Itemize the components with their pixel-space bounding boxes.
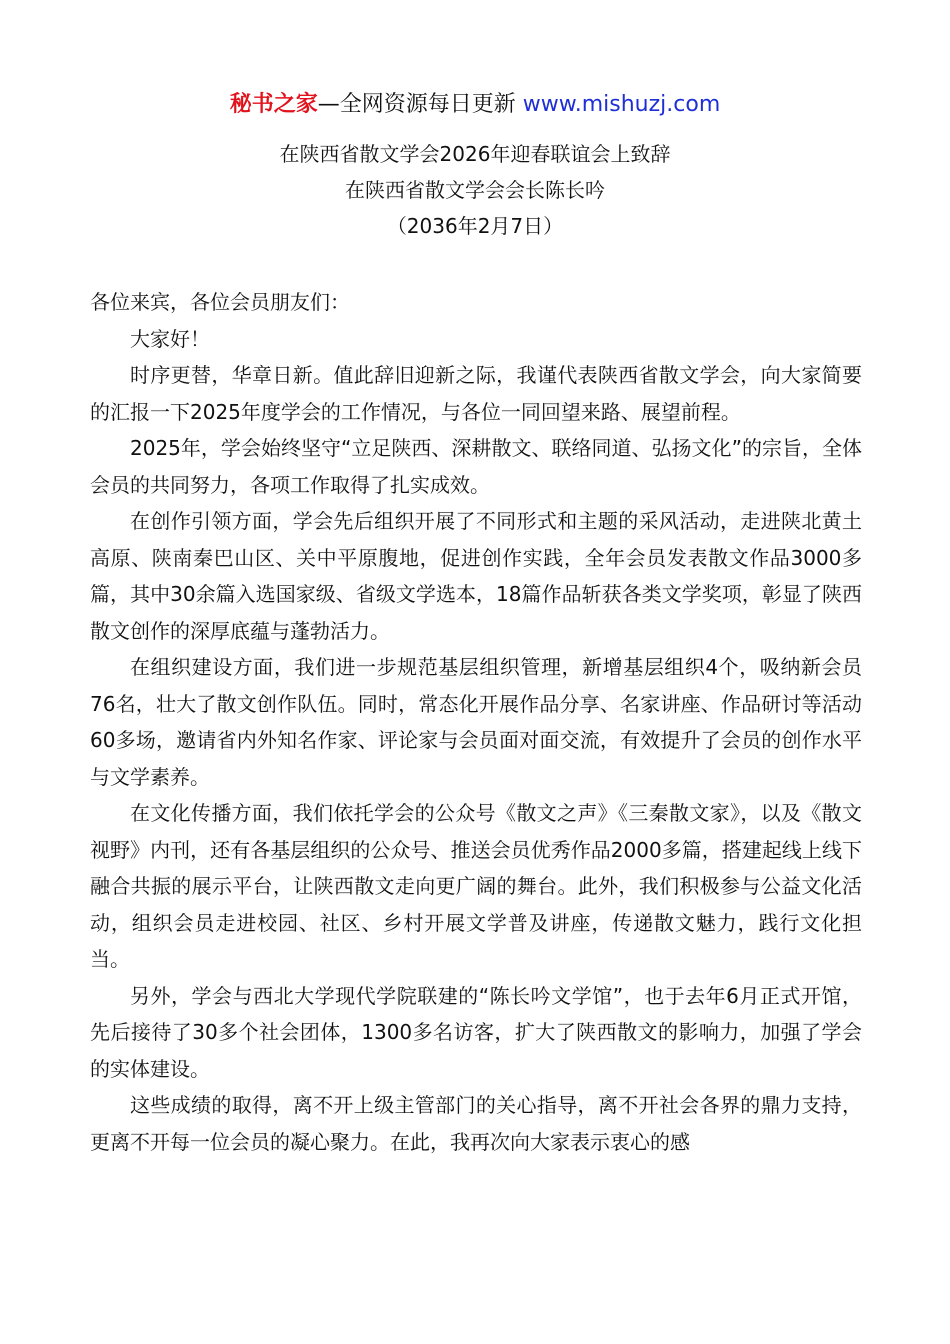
- paragraph-creation: 在创作引领方面，学会先后组织开展了不同形式和主题的采风活动，走进陕北黄土高原、陕南秦巴山区、关中平原腹地，促进创作实践，全年会员发表散文作品3000多篇，其中30余篇入选国家级、省级文学选本，18篇作品斩获各类文学奖项，彰显了陕西散文创作的深厚底蕴与蓬勃活力。: [90, 509, 862, 643]
- paragraph-intro: 时序更替，华章日新。值此辞旧迎新之际，我谨代表陕西省散文学会，向大家简要的汇报一下2025年度学会的工作情况，与各位一同回望来路、展望前程。: [90, 363, 862, 424]
- document-author: 在陕西省散文学会会长陈长吟: [345, 178, 605, 202]
- site-banner: [0, 88, 950, 122]
- document-title-block: [0, 136, 950, 244]
- brand-name: 秘书之家: [229, 92, 318, 117]
- paragraph-communication: 在文化传播方面，我们依托学会的公众号《散文之声》《三秦散文家》，以及《散文视野》内刊，还有各基层组织的公众号、推送会员优秀作品2000多篇，搭建起线上线下融合共振的展示平台，让陕西散文走向更广阔的舞台。此外，我们积极参与公益文化活动，组织会员走进校园、社区、乡村开展文学普及讲座，传递散文魅力，践行文化担当。: [90, 801, 862, 971]
- speech-body: [90, 284, 862, 1160]
- site-url-link[interactable]: www.mishuzj.com: [522, 92, 721, 117]
- document-title: 在陕西省散文学会2026年迎春联谊会上致辞: [279, 142, 671, 166]
- salutation: 各位来宾，各位会员朋友们：: [90, 290, 350, 314]
- paragraph-organization: 在组织建设方面，我们进一步规范基层组织管理，新增基层组织4个，吸纳新会员76名，壮大了散文创作队伍。同时，常态化开展作品分享、名家讲座、作品研讨等活动60多场，邀请省内外知名作家、评论家与会员面对面交流，有效提升了会员的创作水平与文学素养。: [90, 655, 862, 789]
- paragraph-thanks: 这些成绩的取得，离不开上级主管部门的关心指导，离不开社会各界的鼎力支持，更离不开每一位会员的凝心聚力。在此，我再次向大家表示衷心的感: [90, 1093, 862, 1154]
- paragraph-greeting: 大家好！: [130, 326, 210, 351]
- paragraph-literature-hall: 另外，学会与西北大学现代学院联建的“陈长吟文学馆”，也于去年6月正式开馆，先后接待了30多个社会团体，1300多名访客，扩大了陕西散文的影响力，加强了学会的实体建设。: [90, 983, 862, 1081]
- banner-tagline: —全网资源每日更新: [317, 92, 516, 117]
- document-date: （2036年2月7日）: [386, 214, 564, 238]
- paragraph-purpose: 2025年，学会始终坚守“立足陕西、深耕散文、联络同道、弘扬文化”的宗旨，全体会员的共同努力，各项工作取得了扎实成效。: [90, 436, 862, 497]
